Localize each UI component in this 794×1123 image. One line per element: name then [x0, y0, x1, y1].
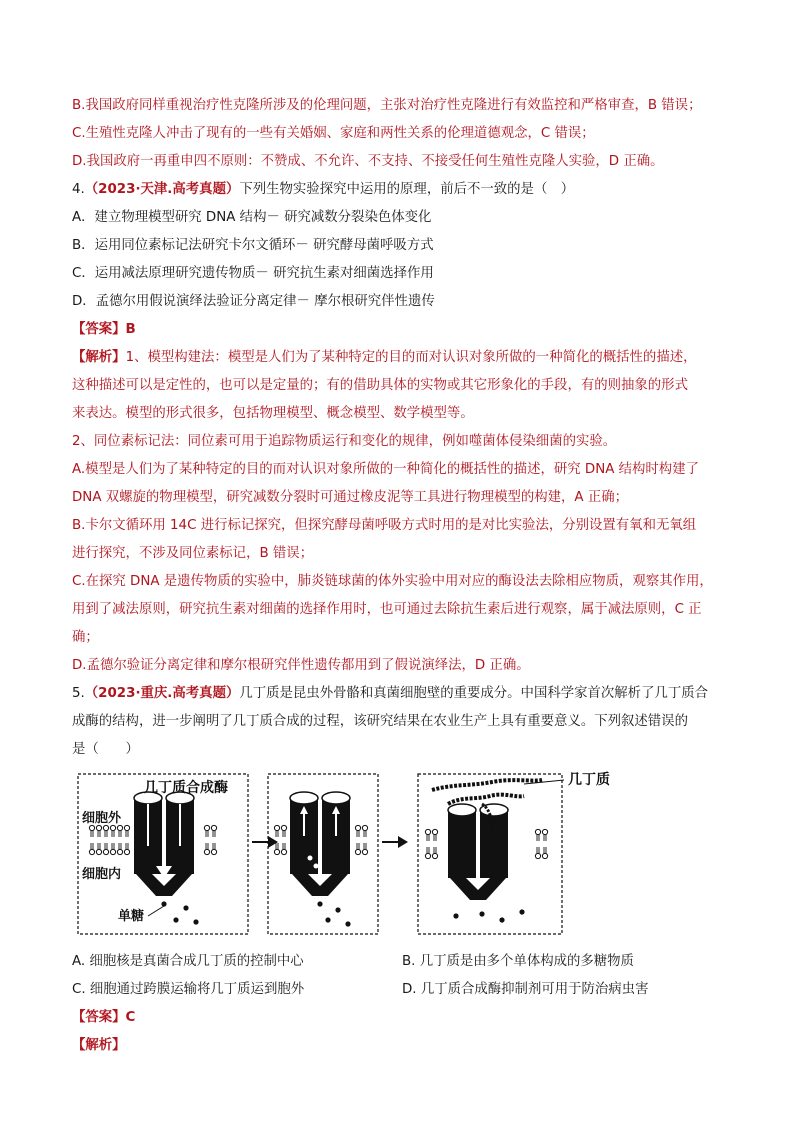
question-source: （2023·天津.高考真题）	[84, 182, 240, 197]
monosaccharide-dots-2	[317, 901, 350, 926]
analysis-line: D.孟德尔验证分离定律和摩尔根研究伴性遗传都用到了假说演绎法，D 正确。	[72, 658, 530, 673]
analysis-line: 进行探究，不涉及同位素标记，B 错误；	[72, 546, 314, 561]
analysis-text: 1、模型构建法：模型是人们为了某种特定的目的而对认识对象所做的一种简化的概括性的描述，	[125, 350, 697, 365]
figure-svg	[72, 770, 732, 942]
analysis-line	[72, 344, 732, 372]
option-c: C．运用减法原理研究遗传物质－ 研究抗生素对细菌选择作用	[72, 266, 434, 281]
analysis-line: D.我国政府一再重申四不原则：不赞成、不允许、不支持、不接受任何生殖性克隆人实验，D 正确。	[72, 154, 664, 169]
panel-1-frame	[78, 774, 248, 934]
sugar-pointer	[148, 906, 164, 916]
option-a: A. 细胞核是真菌合成几丁质的控制中心	[72, 954, 304, 969]
enzyme-2	[290, 792, 350, 896]
document-page	[72, 92, 732, 1060]
option-b: B. 几丁质是由多个单体构成的多糖物质	[402, 954, 634, 969]
label-outside: 细胞外	[82, 811, 122, 826]
analysis-line: DNA 双螺旋的物理模型，研究减数分裂时可通过橡皮泥等工具进行物理模型的构建，A 正确；	[72, 490, 629, 505]
membrane-2	[274, 825, 367, 854]
question-text: 是（ ）	[72, 742, 139, 757]
question-5	[72, 680, 732, 1060]
question-source: （2023·重庆.高考真题）	[84, 686, 240, 701]
membrane-left-1	[89, 825, 129, 854]
arrow-right-icon	[382, 836, 408, 848]
arrow-right-icon	[252, 836, 278, 848]
chitin-pointer	[524, 780, 564, 784]
membrane-right-1	[204, 825, 216, 854]
analysis-label: 【解析】	[72, 1038, 126, 1053]
analysis-label: 【解析】	[72, 350, 126, 365]
option-c: C. 细胞通过跨膜运输将几丁质运到胞外	[72, 982, 305, 997]
answer: 【答案】C	[72, 1010, 136, 1025]
previous-analysis	[72, 92, 732, 176]
monosaccharide-dots-3	[453, 909, 524, 922]
question-text: 下列生物实验探究中运用的原理，前后不一致的是（ ）	[239, 182, 575, 197]
label-inside: 细胞内	[82, 867, 122, 882]
options-row-1	[72, 948, 732, 976]
label-enzyme: 几丁质合成酶	[144, 780, 228, 796]
option-a: A．建立物理模型研究 DNA 结构－ 研究减数分裂染色体变化	[72, 210, 432, 225]
analysis-line: 来表达。模型的形式很多，包括物理模型、概念模型、数学模型等。	[72, 406, 474, 421]
question-number: 5.	[72, 686, 85, 701]
label-chitin: 几丁质	[568, 772, 610, 788]
analysis-line: C.生殖性克隆人冲击了现有的一些有关婚姻、家庭和两性关系的伦理道德观念，C 错误；	[72, 126, 595, 141]
analysis-line: C.在探究 DNA 是遗传物质的实验中，肺炎链球菌的体外实验中用对应的酶设法去除相应物质，观察其作用，	[72, 574, 713, 589]
analysis-line: 用到了减法原则，研究抗生素对细菌的选择作用时，也可通过去除抗生素后进行观察，属于减法原则，C 正	[72, 602, 702, 617]
question-text: 成酶的结构，进一步阐明了几丁质合成的过程，该研究结果在农业生产上具有重要意义。下列叙述错误的	[72, 714, 688, 729]
analysis-line: B.我国政府同样重视治疗性克隆所涉及的伦理问题，主张对治疗性克隆进行有效监控和严格审查，B 错误；	[72, 98, 702, 113]
analysis-line: B.卡尔文循环用 14C 进行标记探究，但探究酵母菌呼吸方式时用的是对比实验法，分别设置有氧和无氧组	[72, 518, 697, 533]
analysis-line: A.模型是人们为了某种特定的目的而对认识对象所做的一种简化的概括性的描述，研究 DNA 结构时构建了	[72, 462, 699, 477]
answer: 【答案】B	[72, 322, 136, 337]
question-text: 几丁质是昆虫外骨骼和真菌细胞壁的重要成分。中国科学家首次解析了几丁质合	[239, 686, 709, 701]
options-row-2	[72, 976, 732, 1004]
question-stem	[72, 176, 732, 204]
question-4	[72, 176, 732, 680]
monosaccharide-dots-1	[161, 901, 198, 924]
question-stem	[72, 680, 732, 708]
question-number: 4.	[72, 182, 85, 197]
option-d: D．孟德尔用假说演绎法验证分离定律－ 摩尔根研究伴性遗传	[72, 294, 435, 309]
option-b: B．运用同位素标记法研究卡尔文循环－ 研究酵母菌呼吸方式	[72, 238, 434, 253]
label-sugar: 单糖	[118, 909, 145, 924]
enzyme-3	[448, 804, 508, 900]
analysis-line: 确；	[72, 630, 99, 645]
analysis-line: 2、同位素标记法：同位素可用于追踪物质运行和变化的规律，例如噬菌体侵染细菌的实验。	[72, 434, 617, 449]
option-d: D. 几丁质合成酶抑制剂可用于防治病虫害	[402, 982, 649, 997]
analysis-line: 这种描述可以是定性的，也可以是定量的；有的借助具体的实物或其它形象化的手段，有的则抽象的形式	[72, 378, 688, 393]
chitin-synthesis-figure	[72, 770, 732, 942]
enzyme-1	[134, 792, 194, 896]
